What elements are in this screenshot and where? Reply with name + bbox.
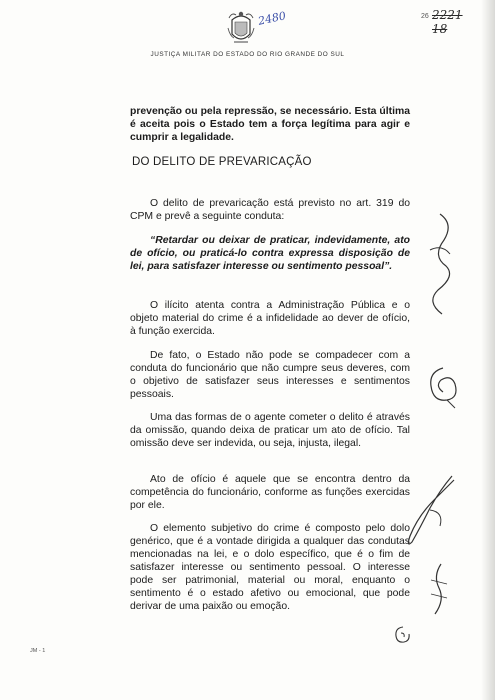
institution-header: JUSTIÇA MILITAR DO ESTADO DO RIO GRANDE DO SUL [150,51,345,58]
folio-stamp [432,8,463,36]
page-edge-shadow [481,0,495,700]
coat-of-arms-icon [226,8,256,48]
folio-stamp-line: 18 [432,22,448,36]
paragraph: O elemento subjetivo do crime é composto pelo dolo genérico, que é a vontade dirigida a qualquer das condutas mencionadas na lei, e o dolo específico, que é o fim de satisfazer interesse ou sentimento pessoal. O interesse pode ser patrimonial, material ou moral, enquanto o sentimento é o estado afetivo ou emocional, que pode derivar de uma paixão ou emoção. [130,523,410,612]
section-heading: DO DELITO DE PREVARICAÇÃO [132,156,312,168]
handwritten-scribble-icon [425,362,461,412]
handwritten-loop-icon [400,470,460,550]
intro-paragraph: prevenção ou pela repressão, se necessário. Esta última é aceita pois o Estado tem a força legítima para agir e cumprir a legalidade. [130,106,410,143]
paragraph: Uma das formas de o agente cometer o delito é através da omissão, quando deixa de praticar um ato de ofício. Tal omissão deve ser indevida, ou seja, injusta, ilegal. [130,412,410,449]
circled-mark-icon [392,624,414,646]
page-corner-number: 26 [421,13,429,20]
handwritten-initials-icon [420,210,460,320]
handwritten-signature-icon [425,560,455,620]
folio-stamp-line: 2221 [432,8,463,22]
paragraph: De fato, o Estado não pode se compadecer com a conduta do funcionário que não cumpre seus deveres, com o objetivo de satisfazer seus interesses e sentimentos pessoais. [130,350,410,400]
legal-quote: “Retardar ou deixar de praticar, indevidamente, ato de ofício, ou praticá-lo contra expressa disposição de lei, para satisfazer interesse ou sentimento pessoal”. [130,235,410,272]
paragraph: O ilícito atenta contra a Administração Pública e o objeto material do crime é a infidelidade ao dever de ofício, à função exercida. [130,300,410,337]
form-code: JM - 1 [30,648,46,654]
paragraph: Ato de ofício é aquele que se encontra dentro da competência do funcionário, conforme as funções exercidas por ele. [130,474,410,511]
paragraph: O delito de prevaricação está previsto no art. 319 do CPM e prevê a seguinte conduta: [130,198,410,222]
handwritten-page-number: 2480 [256,9,288,28]
